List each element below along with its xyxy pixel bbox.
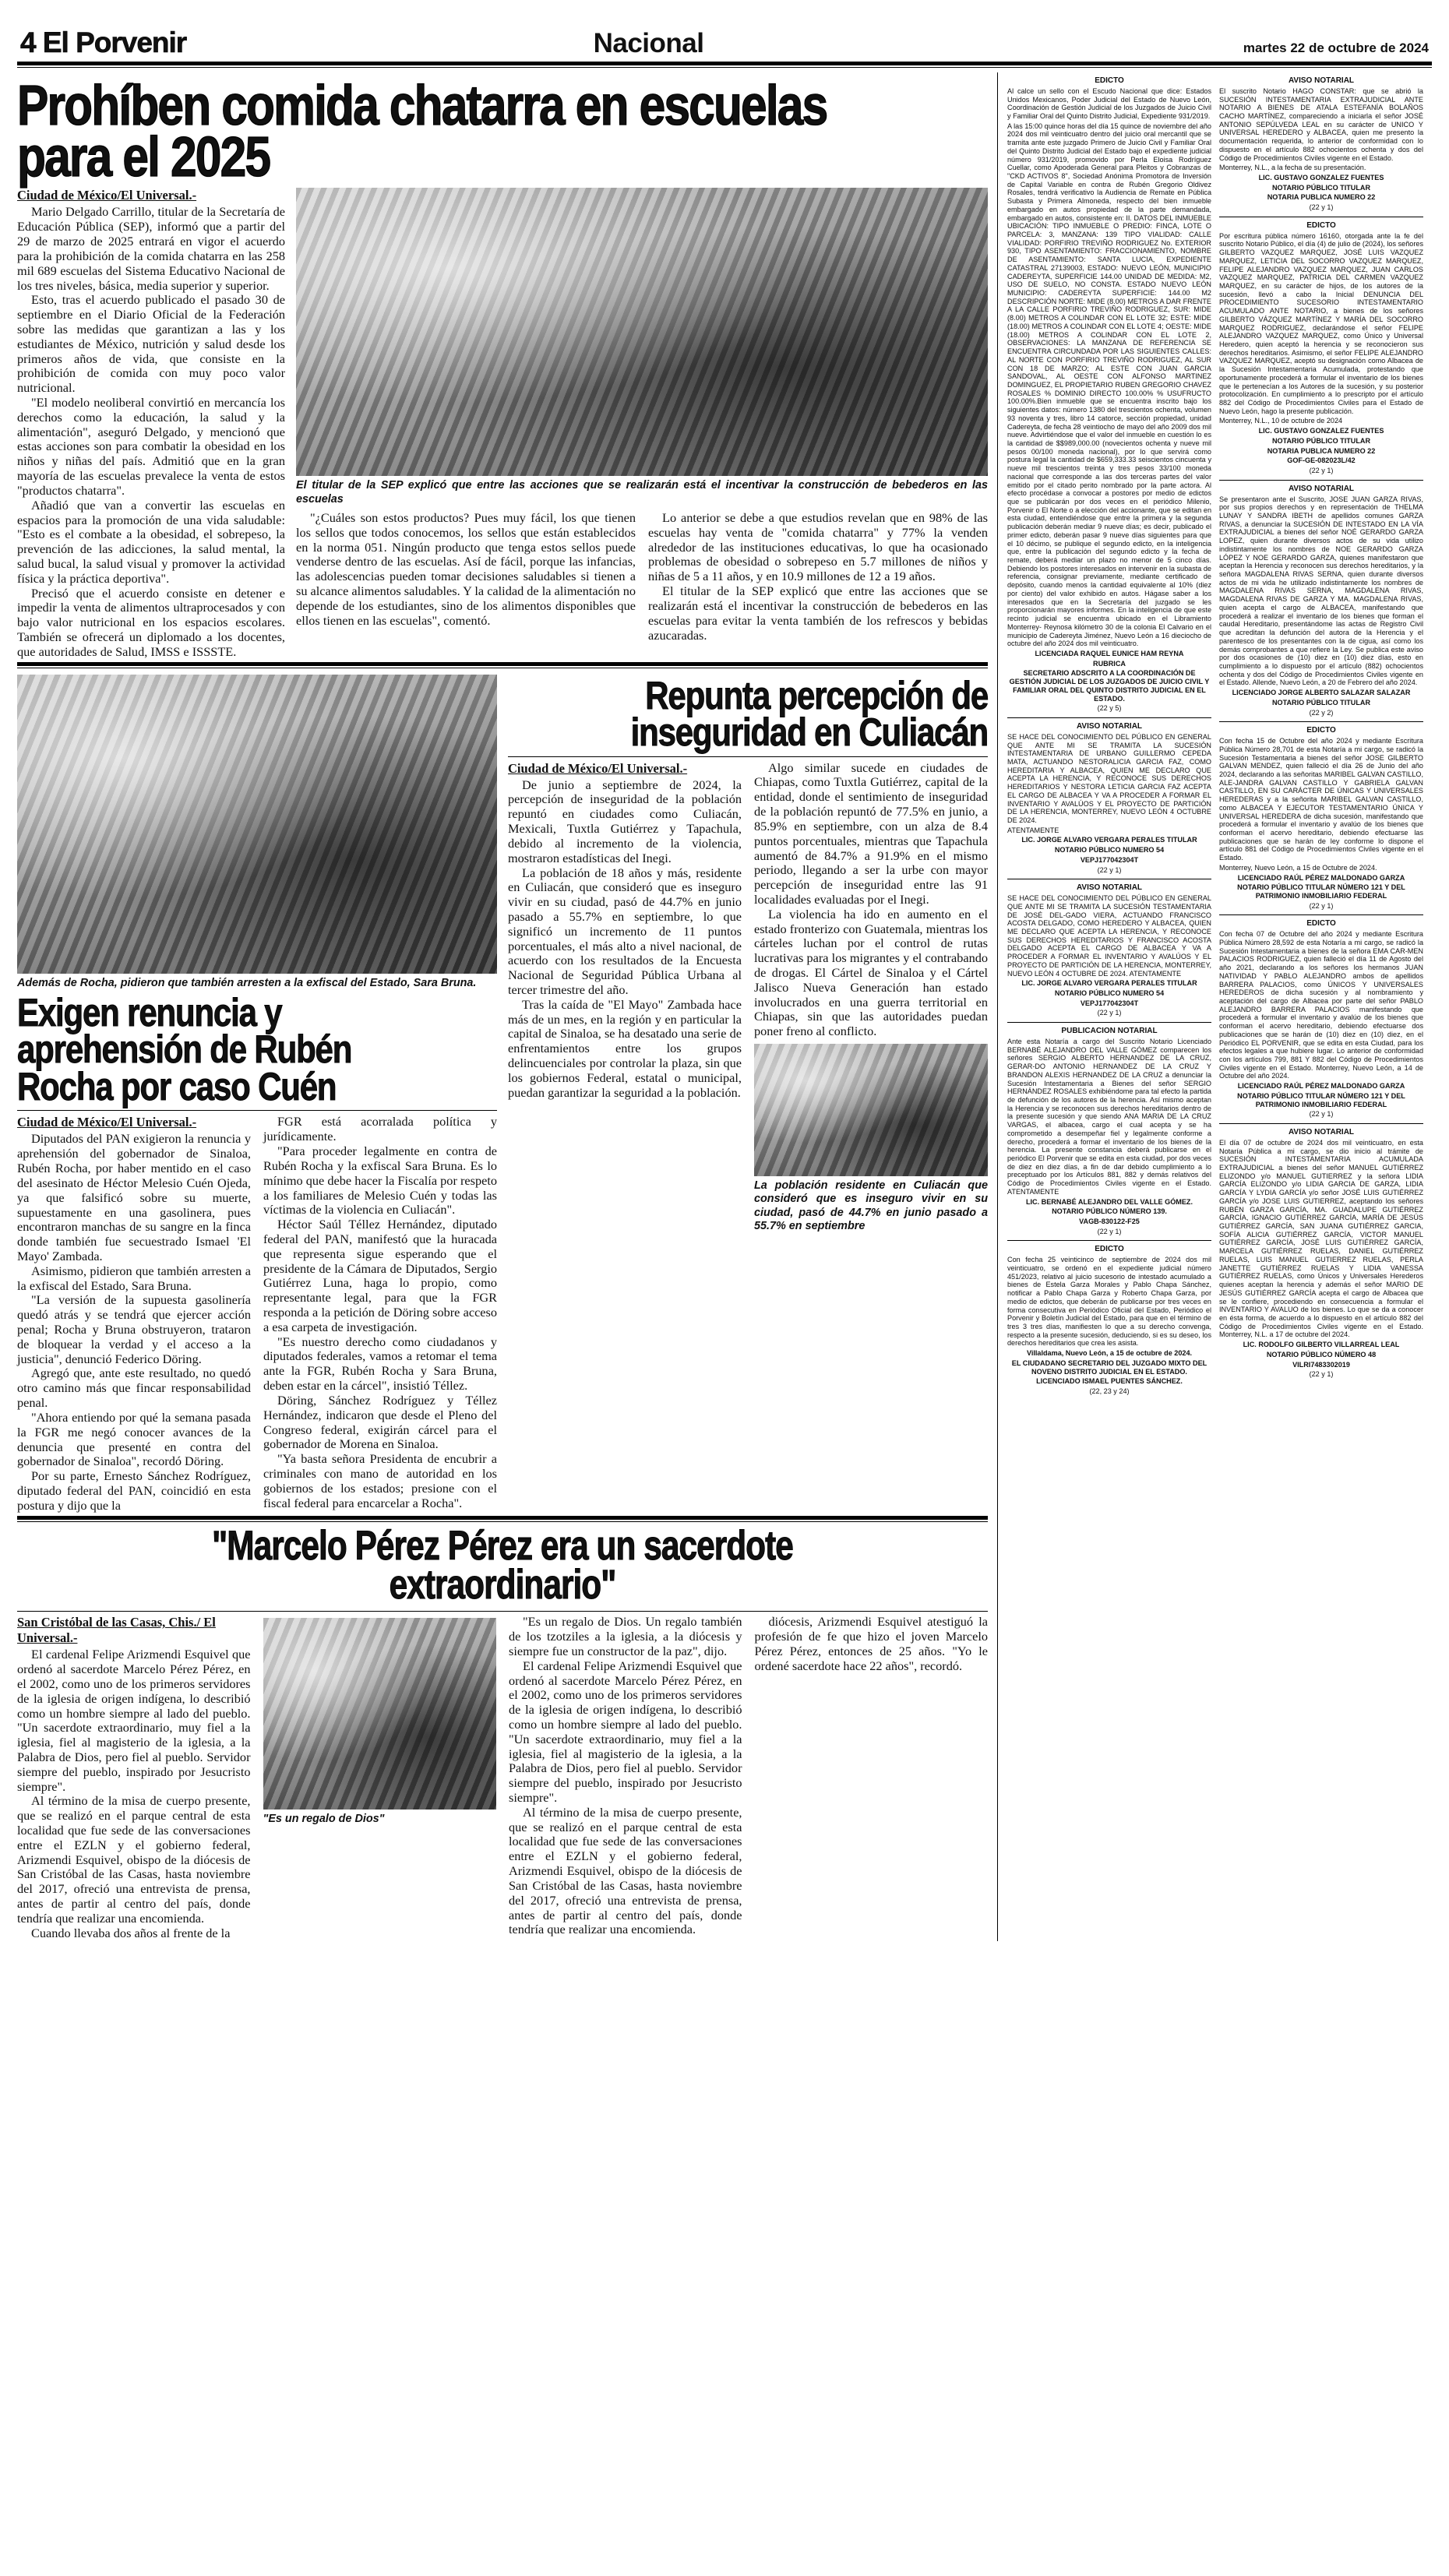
legal-notice-separator xyxy=(1219,914,1423,915)
legal-notice-paragraph: Con fecha 15 de Octubre del año 2024 y mediante Escritura Pública Número 28,701 de esta Notaría a mi cargo, se radicó la Sucesión Testamentaria a bienes del señor JOSE GILBERTO GALVAN MENDEZ, quien falleció el día 26 de Junio del año 2024, declarando a las señoritas MARIBEL GALVAN CASTILLO, ALE-JANDRA GALVAN CASTILLO Y GABRIELA GALVAN CASTILLO, EN SU CARÁCTER DE ÚNICAS Y UNIVERSALES HEREDERAS y a la señorita MARIBEL GALVAN CASTILLO, como ALBACEA Y EJECUTOR TESTAMENTARIO ÚNICA Y UNIVERSAL HEREDERA de dicha sucesión, manifestando que procederá a formular el inventario y avalúo de los bienes que conforman el acervo hereditario, debiendo efectuarse las publicaciones que se harán de ley conforme lo dispone el artículo 881 del Código de Procedimientos Civiles vigente en el Estado. xyxy=(1219,737,1423,862)
legal-notice-title: AVISO NOTARIAL xyxy=(1288,1128,1355,1137)
article1-headline: Prohíben comida chatarra en escuelas para el 2025 xyxy=(17,75,827,189)
article4-byline: San Cristóbal de las Casas, Chis./ El Universal.- xyxy=(17,1615,216,1646)
legal-notice-paragraph: A las 15:00 quince horas del día 15 quince de noviembre del año 2024 dos mil veinticuatro dentro del juicio oral mercantil que se tramita ante este juzgado Primero de Juicio Civil y Familiar Oral del Quinto Distrito Judicial del Estado bajo el expediente judicial número 931/2019, promovido por Perla Eloisa Rodríguez Cuellar, como Apoderada General para Pleitos y Cobranzas de "CKD ACTIVOS 8", Sociedad Anónima Promotora de Inversión de Capital Variable en contra de Rubén Gregorio Oldivez Rosales, tendrá verificativo la Audiencia de Remate en Pública Subasta y Primera Almoneda, respecto del bien inmueble embargado en autos propiedad de la parte demandada, embargado en autos, consistente en: II. DATOS DEL INMUEBLE UBICACIÓN: TIPO INMUEBLE O PREDIO: FINCA, LOTE O PARCELA: 3, MANZANA: 139 TIPO VIALIDAD: CALLE VIALIDAD: PORFIRIO TREVIÑO RODRIGUEZ No. EXTERIOR 930, TIPO ASENTAMIENTO: FRACCIONAMIENTO, NOMBRE DE ASENTAMIENTO: SANTA LUCIA, EXPEDIENTE CATASTRAL 27139003, ESTADO: NUEVO LEÓN, MUNICIPIO CADEREYTA, SUPERFICIE 144.00 UNIDAD DE MEDIDA: M2, USO DE SUELO, NO CONSTA. ESTADO NUEVO LEÓN MUNICIPIO: CADEREYTA SUPERFICIE: 144.00 M2 DESCRIPCIÓN NORTE: MIDE (8.00) METROS A DAR FRENTE A LA CALLE PORFIRIO TREVIÑO RODRIGUEZ, SUR: MIDE (8.00) METROS A COLINDAR CON EL LOTE 32; ESTE: MIDE (18.00) METROS A COLINDAR CON EL LOTE 4; OESTE: MIDE (18.00) METROS A COLINDAR CON EL LOTE 2, OBSERVACIONES: LA MANZANA DE REFERENCIA SE ENCUENTRA CIRCUNDADA POR LAS SIGUIENTES CALLES: AL NORTE CON PORFIRIO TREVIÑO RODRIGUEZ, AL SUR CON 18 DE MARZO; AL ESTE CON JUAN GARCIA SANDOVAL, AL OESTE CON ALFONSO MARTINEZ DOMINGUEZ, EL PROPIETARIO RUBEN GREGORIO CHAVEZ ROSALES % DOMINIO DIRECTO 100.00% % USUFRUCTO 100.00%.Bien inmueble que se encuentra inscrito bajo los siguientes datos: número 1380 del trescientos ochenta, volumen 93 noventa y tres, libro 14 catorce, sección propiedad, unidad Cadereyta, de fecha 28 veintiocho de mayo del año 2009 dos mil nueve. Advirtiéndose que el valor del inmueble en cuestión lo es la cantidad de $$989,000.00 (novecientos ochenta y nueve mil pesos 00/100 moneda nacional), por lo que servirá como postura legal la cantidad de $659,333.33 seiscientos cincuenta y nueve mil trescientos treinta y tres pesos 33/100 moneda nacional que corresponde a las dos terceras partes del valor emitido por el citado perito nombrado por la parte actora. Al efecto procédase a convocar a postores por medio de edictos que se publicarán por dos veces en el periódico Milenio, Porvenir o El Norte o a elección del accionante, que se editan en esta ciudad, entendiéndose que entre la primera y la segunda publicación deberán mediar 9 nueve días; es decir, publicado el primer edicto, deberán pasar 9 nueve días siguientes para que el 10 décimo, se publique el segundo edicto, en la inteligencia que, entre la publicación del segundo edicto y la fecha de remate, deberá mediar un plazo no menor de 5 cinco días. Debiendo los postores interesados en intervenir en la subasta de referencia, consignar previamente, mediante certificado de depósito, cuando menos la cantidad equivalente al 10% (diez por ciento) del valor exhibido en autos. Hágase saber a los interesados que en la Secretaría del juzgado se les proporcionarán mayores informes. En la inteligencia de que este recinto judicial se encuentra ubicado en el Libramiento Monterrey- Reynosa kilómetro 30 de la colonia El Calvario en el municipio de Cadereyta Jiménez, Nuevo León a 16 dieciocho de octubre del año 2024 dos mil veinticuatro. xyxy=(1007,122,1211,648)
masthead-section: Nacional xyxy=(593,28,704,58)
legal-notice-signer: NOTARIO PÚBLICO TITULAR NÚMERO 121 Y DEL PATRIMONIO INMOBILIARIO FEDERAL xyxy=(1237,883,1405,900)
legal-notice-signer: Villaldama, Nuevo León, a 15 de octubre de 2024. xyxy=(1026,1349,1193,1358)
legal-notice-paragraph: Por escritura pública número 16160, otorgada ante la fe del suscrito Notario Público, el día (4) de julio de (2024), los señores GILBERTO VAZQUEZ MARQUEZ, JOSÉ LUIS VAZQUEZ MARQUEZ, LETICIA DEL SOCORRO VAZQUEZ MARQUEZ, FELIPE ALEJANDRO VAZQUEZ MARQUEZ, JUAN CARLOS VAZQUEZ MARQUEZ, PATRICIA DEL CARMEN VAZQUEZ MARQUEZ, en su carácter de hijos, de los autores de la sucesión, llevó a cabo la Inicial DENUNCIA DEL PROCEDIMIENTO SUCESORIO INTESTAMENTARIO ACUMULADO ANTE NOTARIO, a bienes de los señores GILBERTO VÁZQUEZ MARTÍNEZ Y MARÍA DEL SOCORRO MARQUEZ RODRIGUEZ, declarándose el señor FELIPE ALEJANDRO VAZQUEZ MARQUEZ, como Único y Universal Heredero, quien aceptó la herencia y se reconocieron sus derechos hereditarios. Asimismo, el señor FELIPE ALEJANDRO VAZQUEZ MARQUEZ, aceptó su designación como Albacea de la Sucesión Intestamentaria Acumulada, protestando que oportunamente procederá a formular el inventario de los bienes que le pertenecían a los Autores de la sucesión, y su posterior protocolización. En cumplimiento a lo prescripto por el artículo 882 del Código de Procedimientos Civiles para el Estado de Nuevo León, hago la presente publicación. xyxy=(1219,231,1423,415)
legal-notice-signer: (22 y 1) xyxy=(1309,1110,1334,1119)
legal-notice-column-1 xyxy=(1007,72,1211,1941)
paragraph: El titular de la SEP explicó que entre las acciones que se realizarán está el incentivar la construcción de bebederos en las escuelas para evitar la venta también de los refrescos y bebidas azucaradas. xyxy=(648,583,988,643)
legal-notice-signer: (22 y 2) xyxy=(1309,708,1334,717)
paragraph: El cardenal Felipe Arizmendi Esquivel que ordenó al sacerdote Marcelo Pérez Pérez, en el 2002, como uno de los primeros servidores de la iglesia de origen indígena, lo describió como un hombre siempre al lado del pueblo. "Un sacerdote extraordinario, muy fiel a la iglesia, fiel al magisterio de la iglesia, a la Palabra de Dios, pero fiel al pueblo. Servidor siempre del pueblo, inspirado por Jesucristo siempre". xyxy=(509,1658,742,1805)
article4-photo-caption: "Es un regalo de Dios" xyxy=(263,1813,385,1826)
article3-photo-caption: Además de Rocha, pidieron que también arresten a la exfiscal del Estado, Sara Bruna. xyxy=(17,976,477,989)
article2-block xyxy=(508,675,988,1514)
legal-notice-separator xyxy=(1007,717,1211,718)
article2-photo-caption: La población residente en Culiacán que consideró que es inseguro vivir en su ciudad, pasó de 44.7% en junio pasado a 55.7% en septiembre xyxy=(754,1179,988,1232)
legal-notice-signer: NOTARIO PÚBLICO NUMERO 54 xyxy=(1054,988,1165,997)
legal-notice-signer: VAGB-830122-F25 xyxy=(1079,1218,1140,1226)
legal-notice-paragraph: Al calce un sello con el Escudo Nacional que dice: Estados Unidos Mexicanos, Poder Judicial del Estado de Nuevo León, Coordinación de Gestión Judicial de los Juzgados de Juicio Civil y Familiar Oral del Quinto Distrito Judicial, Expediente 931/2019. xyxy=(1007,86,1211,120)
article3-photo xyxy=(17,675,497,974)
paragraph: FGR está acorralada política y jurídicamente. xyxy=(263,1114,497,1144)
legal-notice-signer: LIC. JORGE ALVARO VERGARA PERALES TITULAR xyxy=(1021,979,1197,988)
legal-notice-signer: GOF-GE-082023L/42 xyxy=(1287,456,1356,465)
legal-notice-separator xyxy=(1007,1022,1211,1023)
legal-notice-paragraph: Se presentaron ante el Suscrito, JOSE JUAN GARZA RIVAS, por sus propios derechos y en representación de THELMA LUNAY Y SANDRA IBETH de apellidos comunes GARZA RIVAS, a denunciar la SUCESIÓN DE INTESTADO EN LA VÍA EXTRAJUDICIAL a bienes del señor NOÉ GERARDO GARZA LOPEZ, quien durante diversos actos de su vida utilizo indistintamente los nombres de NOE GERARDO GARZA LÓPEZ Y NOE GERARDO GARZA, quienes manifestaron que aceptan la Herencia y reconocen sus derechos hereditarios, y la señora MAGDALENA RIVAS SERNA, quien durante diversos actos de mi vida he utilizado indistintamente los nombres de MAGDALENA RIVAS SERNA, MAGDALENA RIVAS, MAGDALENA RIVAS DE GARZA Y MA. MAGDALENA RIVAS, quien acepta el cargo de ALBACEA, manifestando que procederá a realizar el inventario de los bienes que forman el caudal Hereditario, presentándome las actas de Registro Civil que acreditan la defunción del autora de la Herencia y el parentesco de los presentantes con la de cigua, así como los demás comprobantes a que refiere la Ley. Se publica este aviso por dos ocasiones de (10) diez en (10) diez días, esto en cumplimiento a lo dispuesto por el artículo (882) ochocientos ochenta y dos del Código de Procedimientos Civiles vigente en el Estado. Allende, Nuevo León, a 20 de Febrero del año 2024. xyxy=(1219,495,1423,687)
legal-notice-signer: NOTARIO PÚBLICO TITULAR xyxy=(1271,183,1371,192)
legal-notice-column-2 xyxy=(1219,72,1423,1941)
paragraph: Precisó que el acuerdo consiste en detener e impedir la venta de alimentos ultraprocesados y con bajo valor nutricional en los espacios escolares. También se ofrecerá un diplomado a los docentes, que autoridades de Salud, IMSS e ISSSTE. xyxy=(17,585,285,659)
article1-photo xyxy=(296,188,988,476)
legal-notice-paragraph: Monterrey, Nuevo León, a 15 de Octubre de 2024. xyxy=(1219,863,1377,872)
paragraph: Al término de la misa de cuerpo presente, que se realizó en el parque central de esta localidad que fue sede de las conversaciones entre el EZLN y el gobierno federal, Arizmendi Esquivel, obispo de la diócesis de San Cristóbal de las Casas, hasta noviembre del 2017, ofreció una entrevista de prensa, antes de partir al centro del país, donde tendría que realizar una encomienda. xyxy=(17,1793,251,1926)
legal-notice-signer: LIC. BERNABÉ ALEJANDRO DEL VALLE GÓMEZ. xyxy=(1025,1197,1193,1206)
paragraph: El cardenal Felipe Arizmendi Esquivel que ordenó al sacerdote Marcelo Pérez Pérez, en el 2002, como uno de los primeros servidores de la iglesia de origen indígena, lo describió como un hombre siempre al lado del pueblo. "Un sacerdote extraordinario, muy fiel a la iglesia, fiel al magisterio de la iglesia, a la Palabra de Dios, pero fiel al pueblo. Servidor siempre del pueblo, inspirado por Jesucristo siempre". xyxy=(17,1647,251,1794)
paragraph: "Para proceder legalmente en contra de Rubén Rocha y la exfiscal Sara Bruna. Es lo mínimo que debe hacer la Fiscalía por respeto a los familiares de Melesio Cuén y todas las víctimas de la violencia en Culiacán". xyxy=(263,1144,497,1218)
article3-column-1 xyxy=(17,1115,251,1513)
masthead-paper-name: 4 El Porvenir xyxy=(20,26,187,58)
legal-notice-paragraph: SE HACE DEL CONOCIMIENTO DEL PÚBLICO EN GENERAL QUE ANTE MI SE TRAMITA LA SUCESIÓN TESTAMENTARIA DE JOSÉ DEL-GADO VIERA, ACTUANDO FRANCISCO ACOSTA DELGADO, COMO HEREDERO Y ALBACEA, QUIEN ME DECLARO QUE ACEPTA LA HERENCIA, Y RECONOCE SUS DERECHOS HEREDITARIOS Y FRANCISCO ACOSTA DELGADO ACEPTA EL CARGO DE ALBACEA Y VA A PROCEDER A FORMAR EL INVENTARIO Y AVALÚOS Y EL PROYECTO DE PARTICIÓN DE LA HERENCIA, MONTERREY, NUEVO LEÓN 4 OCTUBRE DE 2024. ATENTAMENTE xyxy=(1007,894,1211,978)
legal-notice-signer: LIC. GUSTAVO GONZALEZ FUENTES xyxy=(1258,173,1384,181)
legal-notice-separator xyxy=(1219,1123,1423,1124)
paragraph: "Es nuestro derecho como ciudadanos y diputados federales, vamos a retomar el tema ante la FGR, Rubén Rocha y Sara Bruna, deben estar en la cárcel", insistió Téllez. xyxy=(263,1334,497,1394)
legal-notice-signer: (22 y 1) xyxy=(1309,901,1334,910)
masthead-rule xyxy=(17,62,1432,68)
article1-column-2 xyxy=(296,511,636,643)
legal-notice-signer: (22 y 1) xyxy=(1097,865,1122,874)
paragraph: Mario Delgado Carrillo, titular de la Secretaría de Educación Pública (SEP), informó que a partir del 29 de marzo de 2025 entrará en vigor el acuerdo para la prohibición de la comida chatarra en las 258 mil 689 escuelas del Sistema Educativo Nacional de los tres niveles, básica, media superior y superior. xyxy=(17,204,285,293)
legal-notice-paragraph: Ante esta Notaría a cargo del Suscrito Notario Licenciado BERNABÉ ALEJANDRO DEL VALLE GÓMEZ comparecen los señores SERGIO ALBERTO HERNANDEZ DE LA CRUZ, GERAR-DO ANTONIO HERNANDEZ DE LA CRUZ Y BRANDON ALEXIS HERNANDEZ DE LA CRUZ a denunciar la Sucesión Intestamentaria a Bienes del señor SERGIO HERNÁNDEZ ROSALES exhibiéndome para tal efecto la partida de defunción de los autores de la herencia. Así mismo aceptan la Herencia y se reconocen sus derechos hereditarios dentro de la presente sucesión y que siendo ANA MARIA DE LA CRUZ VARGAS, el albacea, cargo el cual acepta y se ha comprometido a desempeñar fiel y legalmente conforme a derecho, procederá a formar el inventario de los bienes de la herencia. La presente constancia deberá publicarse en el periódico El Porvenir que se edita en esta ciudad, por dos veces de diez en diez días, a fin de dar debido cumplimiento a lo preceptuado por los Artículos 881, 882 y demás relativos del Código de Procedimientos Civiles vigente en el Estado. ATENTAMENTE xyxy=(1007,1037,1211,1196)
paragraph: Por su parte, Ernesto Sánchez Rodríguez, diputado federal del PAN, coincidió en esta postura y dijo que la xyxy=(17,1468,251,1513)
legal-notice-separator xyxy=(1007,1240,1211,1241)
article4-rule xyxy=(17,1611,988,1612)
article4-column-3 xyxy=(755,1615,989,1940)
legal-notice-signer: NOTARIO PÚBLICO TITULAR NÚMERO 121 Y DEL PATRIMONIO INMOBILIARIO FEDERAL xyxy=(1237,1091,1405,1108)
paragraph: "Es un regalo de Dios. Un regalo también de los tzotziles a la iglesia, a la diócesis y siempre fue un constructor de la paz", dijo. xyxy=(509,1614,742,1658)
paragraph: Esto, tras el acuerdo publicado el pasado 30 de septiembre en el Diario Oficial de la Federación sobre las medidas que garantizan a las y los estudiantes de México, nutrición y salud desde los primeros años de vida, que consiste en la prohibición de comida con muy poco valor nutricional. xyxy=(17,292,285,396)
paragraph: Asimismo, pidieron que también arresten a la exfiscal del Estado, Sara Bruna. xyxy=(17,1263,251,1293)
article3-column-2 xyxy=(263,1115,497,1513)
legal-notice-title: AVISO NOTARIAL xyxy=(1288,76,1355,85)
article2-headline: Repunta percepción de inseguridad en Culiacán xyxy=(630,673,988,755)
legal-notice-title: EDICTO xyxy=(1306,220,1336,230)
article1-column-3 xyxy=(648,511,988,643)
legal-notice-signer: SECRETARIO ADSCRITO A LA COORDINACIÓN DE GESTIÓN JUDICIAL DE LOS JUZGADOS DE JUICIO CIVIL Y FAMILIAR ORAL DEL QUINTO DISTRITO JUDICIAL EN EL ESTADO. xyxy=(1009,669,1210,703)
legal-notice-paragraph: Con fecha 25 veinticinco de septiembre de 2024 dos mil veinticuatro, se ordenó en el expediente judicial número 451/2023, relativo al juicio sucesorio de intestado acumulado a bienes de Estela Garza Morales y Pablo Chapa Sánchez, notificar a Pablo Chapa Garza y Roberto Chapa Garza, por medio de edictos, que deberán de publicarse por tres veces en forma consecutiva en Periódico Oficial del Estado, Periódico el Porvenir y Boletín Judicial del Estado, para que en el término de tres 3 tres días, manifiesten lo que a su derecho convenga, respecto a la presente sucesión, deduciendo, si es su deseo, los derechos hereditarios que crea les asista. xyxy=(1007,1256,1211,1348)
article3-headline: Exigen renuncia y aprehensión de Rubén Rocha por caso Cuén xyxy=(17,990,352,1108)
legal-notice-signer: NOTARIO PÚBLICO TITULAR xyxy=(1271,436,1371,445)
article2-photo xyxy=(754,1044,988,1176)
legal-notice-title: EDICTO xyxy=(1306,726,1336,735)
legal-notice-signer: (22 y 5) xyxy=(1097,704,1122,713)
legal-notice-paragraph: Monterrey, N.L., a la fecha de su presentación. xyxy=(1219,164,1366,172)
paragraph: De junio a septiembre de 2024, la percepción de inseguridad de la población repuntó en ciudades como Culiacán, Mexicali, Tuxtla Gutiérrez y Tapachula, debido al incremento de la violencia, mostraron estadísticas del Inegi. xyxy=(508,777,742,865)
legal-notice-signer: LIC. JORGE ALVARO VERGARA PERALES TITULAR xyxy=(1021,836,1197,844)
article1-photo-caption: El titular de la SEP explicó que entre las acciones que se realizarán está el incentivar la construcción de bebederos en las escuelas xyxy=(296,479,988,506)
legal-notice-signer: LICENCIADO JORGE ALBERTO SALAZAR SALAZAR xyxy=(1232,689,1411,697)
masthead xyxy=(17,14,1432,59)
article2-rule xyxy=(508,756,988,757)
paragraph: "La versión de la supuesta gasolinería quedó atrás y se tendrá que ejercer acción penal; Rocha y Bruna obstruyeron, trataron de bloquear la verdad y el acceso a la justicia", denunció Federico Döring. xyxy=(17,1292,251,1366)
paragraph: Héctor Saúl Téllez Hernández, diputado federal del PAN, manifestó que la huracada que representa sigue esperando que el presidente de la Cámara de Diputados, Sergio Gutiérrez Luna, haga lo propio, como representante legal, para que la FGR responda a la petición de Döring sobre acceso a esa carpeta de investigación. xyxy=(263,1217,497,1334)
article3-byline: Ciudad de México/El Universal.- xyxy=(17,1115,197,1130)
paragraph: Agregó que, ante este resultado, no quedó otro camino más que fincar responsabilidad penal. xyxy=(17,1366,251,1411)
article4-top-rule xyxy=(17,1516,988,1522)
article1-column-1 xyxy=(17,188,285,659)
article1-byline: Ciudad de México/El Universal.- xyxy=(17,188,197,203)
paragraph: Algo similar sucede en ciudades de Chiapas, como Tuxtla Gutiérrez, capital de la entidad, donde el sentimiento de inseguridad de la población repuntó de 77.5% en junio, a 85.9% en septiembre, con un alza de 8.4 puntos porcentuales, mientras que Tapachula aumentó de 84.7% a 91.9% en el mismo periodo, llegando a ser la urbe con mayor percepción de inseguridad entre las 91 localidades evaluadas por el Inegi. xyxy=(754,759,988,907)
legal-notice-separator xyxy=(1219,480,1423,481)
article4-photo-block xyxy=(263,1615,497,1940)
legal-notice-signer: NOTARIO PÚBLICO TITULAR xyxy=(1271,698,1371,707)
paragraph: "Ahora entiendo por qué la semana pasada la FGR me negó conocer avances de la denuncia que presenté en contra del gobernador de Sinaloa", recordó Döring. xyxy=(17,1409,251,1469)
legal-notice-signer: LIC. GUSTAVO GONZALEZ FUENTES xyxy=(1258,427,1384,435)
legal-notice-signer: NOTARIO PÚBLICO NÚMERO 48 xyxy=(1266,1350,1377,1358)
legal-notice-signer: LICENCIADO RAÚL PÉREZ MALDONADO GARZA xyxy=(1237,1082,1405,1091)
paragraph: La población de 18 años y más, residente en Culiacán, que consideró que es inseguro vivir en su ciudad, pasó de 44.7% en junio pasado a 55.7% en septiembre, lo que significó un incremento de 11 puntos porcentuales, el más alto a nivel nacional, de acuerdo con los resultados de la Encuesta Nacional de Seguridad Pública Urbana al tercer trimestre del año. xyxy=(508,865,742,998)
legal-notice-title: EDICTO xyxy=(1306,919,1336,929)
paragraph: "¿Cuáles son estos productos? Pues muy fácil, los que tienen los sellos que todos conocemos, los sellos que están establecidos en la norma 051. Ningún producto que tenga estos sellos puede venderse dentro de las escuelas. Así de fácil, porque las infancias, las adolescencias pueden tomar decisiones saludables si tienen a su alcance alimentos saludables. Y la calidad de la alimentación no depende de los estudiantes, sino de los alimentos disponibles que ellos tienen en las escuelas", comentó. xyxy=(296,510,636,628)
legal-notice-signer: LIC. RODOLFO GILBERTO VILLARREAL LEAL xyxy=(1243,1341,1400,1349)
legal-notice-paragraph: ATENTAMENTE xyxy=(1007,826,1059,834)
article2-column-1 xyxy=(508,761,742,1239)
legal-notice-title: EDICTO xyxy=(1095,76,1124,85)
legal-notice-signer: NOTARIO PÚBLICO NUMERO 54 xyxy=(1054,846,1165,855)
paragraph: diócesis, Arizmendi Esquivel atestiguó la profesión de fe que hizo el joven Marcelo Pérez Pérez, entonces de 25 años. "Yo le ordené sacerdote hace 22 años", recordó. xyxy=(754,1614,988,1673)
legal-notice-title: AVISO NOTARIAL xyxy=(1076,721,1143,731)
legal-notice-signer: LICENCIADO RAÚL PÉREZ MALDONADO GARZA xyxy=(1237,873,1405,882)
editorial-area xyxy=(17,72,997,1941)
legal-notice-signer: (22, 23 y 24) xyxy=(1089,1387,1130,1396)
paragraph: Döring, Sánchez Rodríguez y Téllez Hernández, indicaron que desde el Pleno del Congreso federal, exigirán cárcel para el gobernador de Morena en Sinaloa. xyxy=(263,1392,497,1452)
legal-notice-paragraph: Con fecha 07 de Octubre del año 2024 y mediante Escritura Pública Número 28,592 de esta Notaría a mi cargo, se radicó la Sucesión Intestamentaria a bienes de la señora EMA CAR-MEN PALACIOS RODRIGUEZ, quien falleció el día 11 de Agosto del año 2021, declarando a los señores los hermanos JUAN NATIVIDAD Y PABLO ALEJANDRO ambos de apellidos BARRERA PALACIOS, como ÚNICOS Y UNIVERSALES HEREDEROS de dicha sucesión y al nombramiento y aceptación del cargo de Albacea por parte del señor PABLO ALEJANDRO BARRERA PALACIOS manifestando que procederá a formular el inventario y avalúo de los bienes que conforman el acervo hereditario, debiendo efectuarse dos publicaciones que se harán de (10) diez en (10) diez, en el Periódico EL PORVENIR, que se edita en esta Ciudad, para los efectos legales a que hubiere lugar. Lo anterior de conformidad con los artículos 799, 881 Y 882 del Código de Procedimientos Civiles vigente en el Estado. Monterrey, Nuevo León, a 14 de Octubre del año 2024. xyxy=(1219,930,1423,1080)
legal-notice-signer: EL CIUDADANO SECRETARIO DEL JUZGADO MIXTO DEL NOVENO DISTRITO JUDICIAL EN EL ESTADO. xyxy=(1011,1358,1208,1376)
article2-byline: Ciudad de México/El Universal.- xyxy=(508,760,688,776)
legal-notice-signer: (22 y 1) xyxy=(1097,1227,1122,1235)
legal-notice-title: AVISO NOTARIAL xyxy=(1288,484,1355,493)
paragraph: "El modelo neoliberal convirtió en mercancía los derechos como la educación, la salud y la alimentación", aseguró Delgado, y mencionó que estas acciones son para combatir la obesidad en los niños y niñas del país. Admitió que en la gran mayoría de las escuelas prevalece la venta de estos "productos chatarra". xyxy=(17,395,285,498)
legal-notice-signer: NOTARIO PÚBLICO NÚMERO 139. xyxy=(1052,1207,1167,1216)
article4-photo xyxy=(263,1618,497,1810)
legal-notice-signer: NOTARIA PUBLICA NUMERO 22 xyxy=(1267,446,1376,455)
legal-notice-signer: (22 y 1) xyxy=(1309,203,1334,212)
legal-notice-paragraph: SE HACE DEL CONOCIMIENTO DEL PÚBLICO EN GENERAL QUE ANTE MI SE TRAMITA LA SUCESIÓN INTESTAMENTARIA DE URBANO GUILLERMO CEPEDA MATA, ACTUANDO NESTORALICIA GARCIA FAZ, COMO HEREDITARIA Y ALBACEA, QUIEN ME DECLARO QUE ACEPTA LA HERENCIA, Y RECONOCE SUS DERECHOS HEREDITARIOS Y NESTORA LETICIA GARCIA FAZ ACEPTA EL CARGO DE ALBACEA Y VA A PROCEDER A FORMAR EL INVENTARIO Y AVALÚOS Y EL PROYECTO DE PARTICIÓN DE LA HERENCIA, MONTERREY, NUEVO LEÓN 4 OCTUBRE DE 2024. xyxy=(1007,732,1211,824)
article1-bottom-rule xyxy=(17,662,988,668)
legal-notices-area xyxy=(997,72,1430,1941)
article2-column-2 xyxy=(754,761,988,1239)
article4-headline: "Marcelo Pérez Pérez era un sacerdote extraordinario" xyxy=(212,1522,793,1608)
legal-notice-title: AVISO NOTARIAL xyxy=(1076,883,1143,893)
legal-notice-signer: NOTARIA PUBLICA NUMERO 22 xyxy=(1267,193,1376,202)
paragraph: Tras la caída de "El Mayo" Zambada hace más de un mes, en la región y en particular la capital de Sinaloa, se ha desatado una serie de enfrentamientos entre los grupos delincuenciales por controlar la plaza, sin que los gobiernos Federal, estatal o municipal, puedan garantizar la seguridad a la población. xyxy=(508,996,742,1100)
paragraph: Cuando llevaba dos años al frente de la xyxy=(31,1925,231,1940)
legal-notice-title: PUBLICACION NOTARIAL xyxy=(1061,1027,1158,1036)
legal-notice-separator xyxy=(1219,721,1423,722)
legal-notice-paragraph: El día 07 de octubre de 2024 dos mil veinticuatro, en esta Notaría Pública a mi cargo, se dio inicio al trámite de SUCESIÓN INTESTAMENTARIA ACUMULADA EXTRAJUDICIAL a bienes del señor MANUEL GUTIÉRREZ ELIZONDO y/o MANUEL GUTIERREZ y la señora LIDIA GARCÍA ELIZONDO y/o LIDIA GARCIA DE GARZA, LIDIA GARCÍA Y LYDIA GARCÍA y/o señor JOSÉ LUIS GUTIÉRREZ GARCÍA y/o JOSE LUIS GUTIERREZ, aceptando los señores RUBÉN GARZA GARCÍA, MA. GUADALUPE GUTIÉRREZ GARCÍA, IGNACIO GUTIÉRREZ GARCÍA, MARÍA DE JESÚS GUTIÉRREZ GARCÍA, SAN JUANA GUTIÉRREZ GARCIA, SOFÍA ALICIA GUTIÉRREZ GARCÍA, VICTOR MANUEL GUTIÉRREZ GARCÍA, JOSÉ LUIS GUTIÉRREZ GARCÍA, MARCELA GUTIÉRREZ RUELAS, DANIEL GUTIÉRREZ RUELAS, LUIS MANUEL GUTIERREZ RUELAS, PERLA JANETTE GUTIÉRREZ RUELAS Y LIDIA VANESSA GUTIÉRREZ RUELAS, como Únicos y Universales Herederos quienes aceptan la herencia y además el señor MARIO DE JESÚS GUTIÉRREZ GARCÍA acepta el cargo de Albacea que se le confiere, procediendo en consecuencia a formular el INVENTARIO Y AVALUO de los bienes. Lo que se da a conocer en ésta forma, de acuerdo a lo dispuesto en el artículo 882 del Código de Procedimientos Civiles vigente en el Estado. Monterrey, N.L. a 17 de octubre del 2024. xyxy=(1219,1138,1423,1339)
paragraph: Añadió que van a convertir las escuelas en espacios para la promoción de una vida saludable: "Esto es el combate a la obesidad, el sobrepeso, la prevención de las adicciones, la salud mental, la salud bucal, la salud visual y promover la actividad física y la práctica deportiva". xyxy=(17,497,285,586)
legal-notice-signer: LICENCIADA RAQUEL EUNICE HAM REYNA xyxy=(1035,649,1184,657)
paragraph: "Ya basta señora Presidenta de encubrir a criminales con mano de autoridad en los gobiernos de los estados; presione con el fiscal federal para encarcelar a Rocha". xyxy=(263,1451,497,1510)
paragraph: Diputados del PAN exigieron la renuncia y aprehensión del gobernador de Sinaloa, Rubén Rocha, por haber mentido en el caso del asesinato de Héctor Melesio Cuén Ojeda, ya que falsificó sobre su muerte, supuestamente en una gasolinera, pues encontraron manchas de su sangre en la finca donde también fue secuestrado Ismael 'El Mayo' Zambada. xyxy=(17,1131,251,1263)
legal-notice-paragraph: Monterrey, N.L., 10 de octubre de 2024 xyxy=(1219,417,1343,425)
legal-notice-signer: VEPJ177042304T xyxy=(1080,855,1139,864)
legal-notice-signer: VEPJ177042304T xyxy=(1080,999,1139,1007)
paragraph: Lo anterior se debe a que estudios revelan que en 98% de las escuelas hay venta de "comida chatarra" y 77% la venden alrededor de las instituciones educativas, lo que ha ocasionado problemas de obesidad o sobrepeso en 5.7 millones de niños y niñas de 5 a 11 años, y en 10.9 millones de 12 a 19 años. xyxy=(648,510,988,584)
legal-notice-title: EDICTO xyxy=(1095,1245,1124,1254)
legal-notice-signer: LICENCIADO ISMAEL PUENTES SÁNCHEZ. xyxy=(1036,1377,1183,1386)
paragraph: Al término de la misa de cuerpo presente, que se realizó en el parque central de esta localidad que fue sede de las conversaciones entre el EZLN y el gobierno federal, Arizmendi Esquivel, obispo de la diócesis de San Cristóbal de las Casas, hasta noviembre del 2017, ofreció una entrevista de prensa, antes de partir al centro del país, donde tendría que realizar una encomienda. xyxy=(509,1804,742,1937)
legal-notice-signer: RUBRICA xyxy=(1093,659,1126,668)
legal-notice-signer: (22 y 1) xyxy=(1097,1009,1122,1017)
legal-notice-signer: (22 y 1) xyxy=(1309,467,1334,475)
legal-notice-signer: (22 y 1) xyxy=(1309,1370,1334,1379)
article4-column-2 xyxy=(509,1615,742,1940)
masthead-date: martes 22 de octubre de 2024 xyxy=(1243,41,1429,55)
legal-notice-signer: VILRI7483302019 xyxy=(1292,1360,1350,1369)
article3-photo-block xyxy=(17,675,497,1514)
article4-column-1 xyxy=(17,1615,251,1940)
paragraph: La violencia ha ido en aumento en el estado fronterizo con Guatemala, mientras los cárteles luchan por el control de rutas lucrativas para los migrantes y el contrabando de drogas. El Cártel de Sinaloa y el Cártel Jalisco Nueva Generación han estado involucrados en una guerra territorial en Chiapas, sin que las autoridades puedan poner freno al conflicto. xyxy=(754,906,988,1039)
legal-notice-paragraph: El suscrito Notario HAGO CONSTAR: que se abrió la SUCESIÓN INTESTAMENTARIA EXTRAJUDICIAL ANTE NOTARIO A BIENES DE ATALA ESTEFANÍA BOLAÑOS CACHO MARTÍNEZ, compareciendo a iniciarla el señor JOSÉ ANTONIO SEPÚLVEDA LEAL en su carácter de UNICO Y UNIVERSAL HEREDERO y ALBACEA, quien me presento la documentación requerida, lo anterior de conformidad con lo dispuesto en el artículo 882 ochocientos ochenta y dos del Código de Procedimientos Civiles vigente en el Estado. xyxy=(1219,86,1423,162)
article3-rule xyxy=(17,1110,497,1111)
